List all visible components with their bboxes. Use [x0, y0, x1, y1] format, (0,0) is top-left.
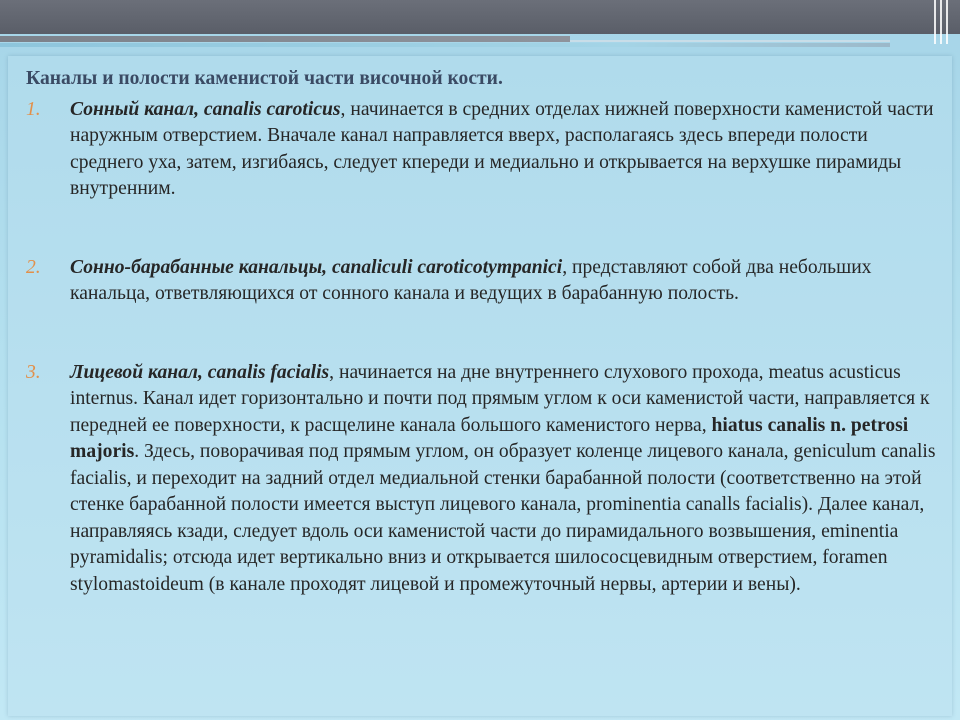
corner-line: [934, 0, 936, 44]
corner-line: [946, 0, 948, 44]
corner-line: [940, 0, 942, 44]
list-item: [26, 255, 946, 308]
item-text: , представляют собой два небольших канальца, ответвляющихся от сонного канала и ведущих в барабанную полость.: [70, 256, 872, 304]
header-bar: [0, 0, 960, 34]
list-item: [26, 97, 946, 203]
slide-content: [26, 66, 946, 598]
item-text: . Здесь, поворачивая под прямым углом, он образует коленце лицевого канала, geniculum canalis facialis, и переходит на задний отдел медиальной стенки барабанной полости (соответственно на этой стенке барабанной полости имеется выступ лицевого канала, prominentia canalls facialis). Далее канал, направляясь кзади, следует вдоль оси каменистой части до пирамидального возвышения, eminentia pyramidalis; отсюда идет вертикально вниз и открывается шилососцевидным отверстием, foramen stylomastoideum (в канале проходят лицевой и промежуточный нервы, артерии и вены).: [70, 441, 936, 595]
item-term: Сонно-барабанные канальцы, canaliculi caroticotympanici: [70, 256, 563, 278]
corner-decoration: [934, 0, 950, 44]
header-rule-accent: [570, 40, 890, 42]
list-item: [26, 360, 946, 599]
item-number: 3.: [26, 361, 41, 383]
item-number: 2.: [26, 256, 41, 278]
header-rule-light: [0, 43, 890, 47]
item-term: Лицевой канал, canalis facialis: [70, 361, 330, 383]
item-bold-term: hiatus canalis n. petrosi majoris: [70, 414, 909, 462]
slide-title: Каналы и полости каменистой части височной кости.: [26, 68, 503, 89]
item-number: 1.: [26, 98, 41, 120]
header-rule-dark: [0, 36, 570, 42]
item-text: , начинается на дне внутреннего слухового прохода, meatus acusticus internus. Канал идет горизонтально и почти под прямым углом к оси каменистой части, направляется к передней ее поверхности, к расщелине канала большого каменистого нерва,: [70, 361, 930, 436]
item-text: , начинается в средних отделах нижней поверхности каменистой части наружным отверстием. Вначале канал направляется вверх, располагаясь здесь впереди полости среднего уха, затем, изгибаясь, следует кпереди и медиально и открывается на верхушке пирамиды внутренним.: [70, 98, 934, 199]
item-term: Сонный канал, canalis caroticus: [70, 98, 341, 120]
